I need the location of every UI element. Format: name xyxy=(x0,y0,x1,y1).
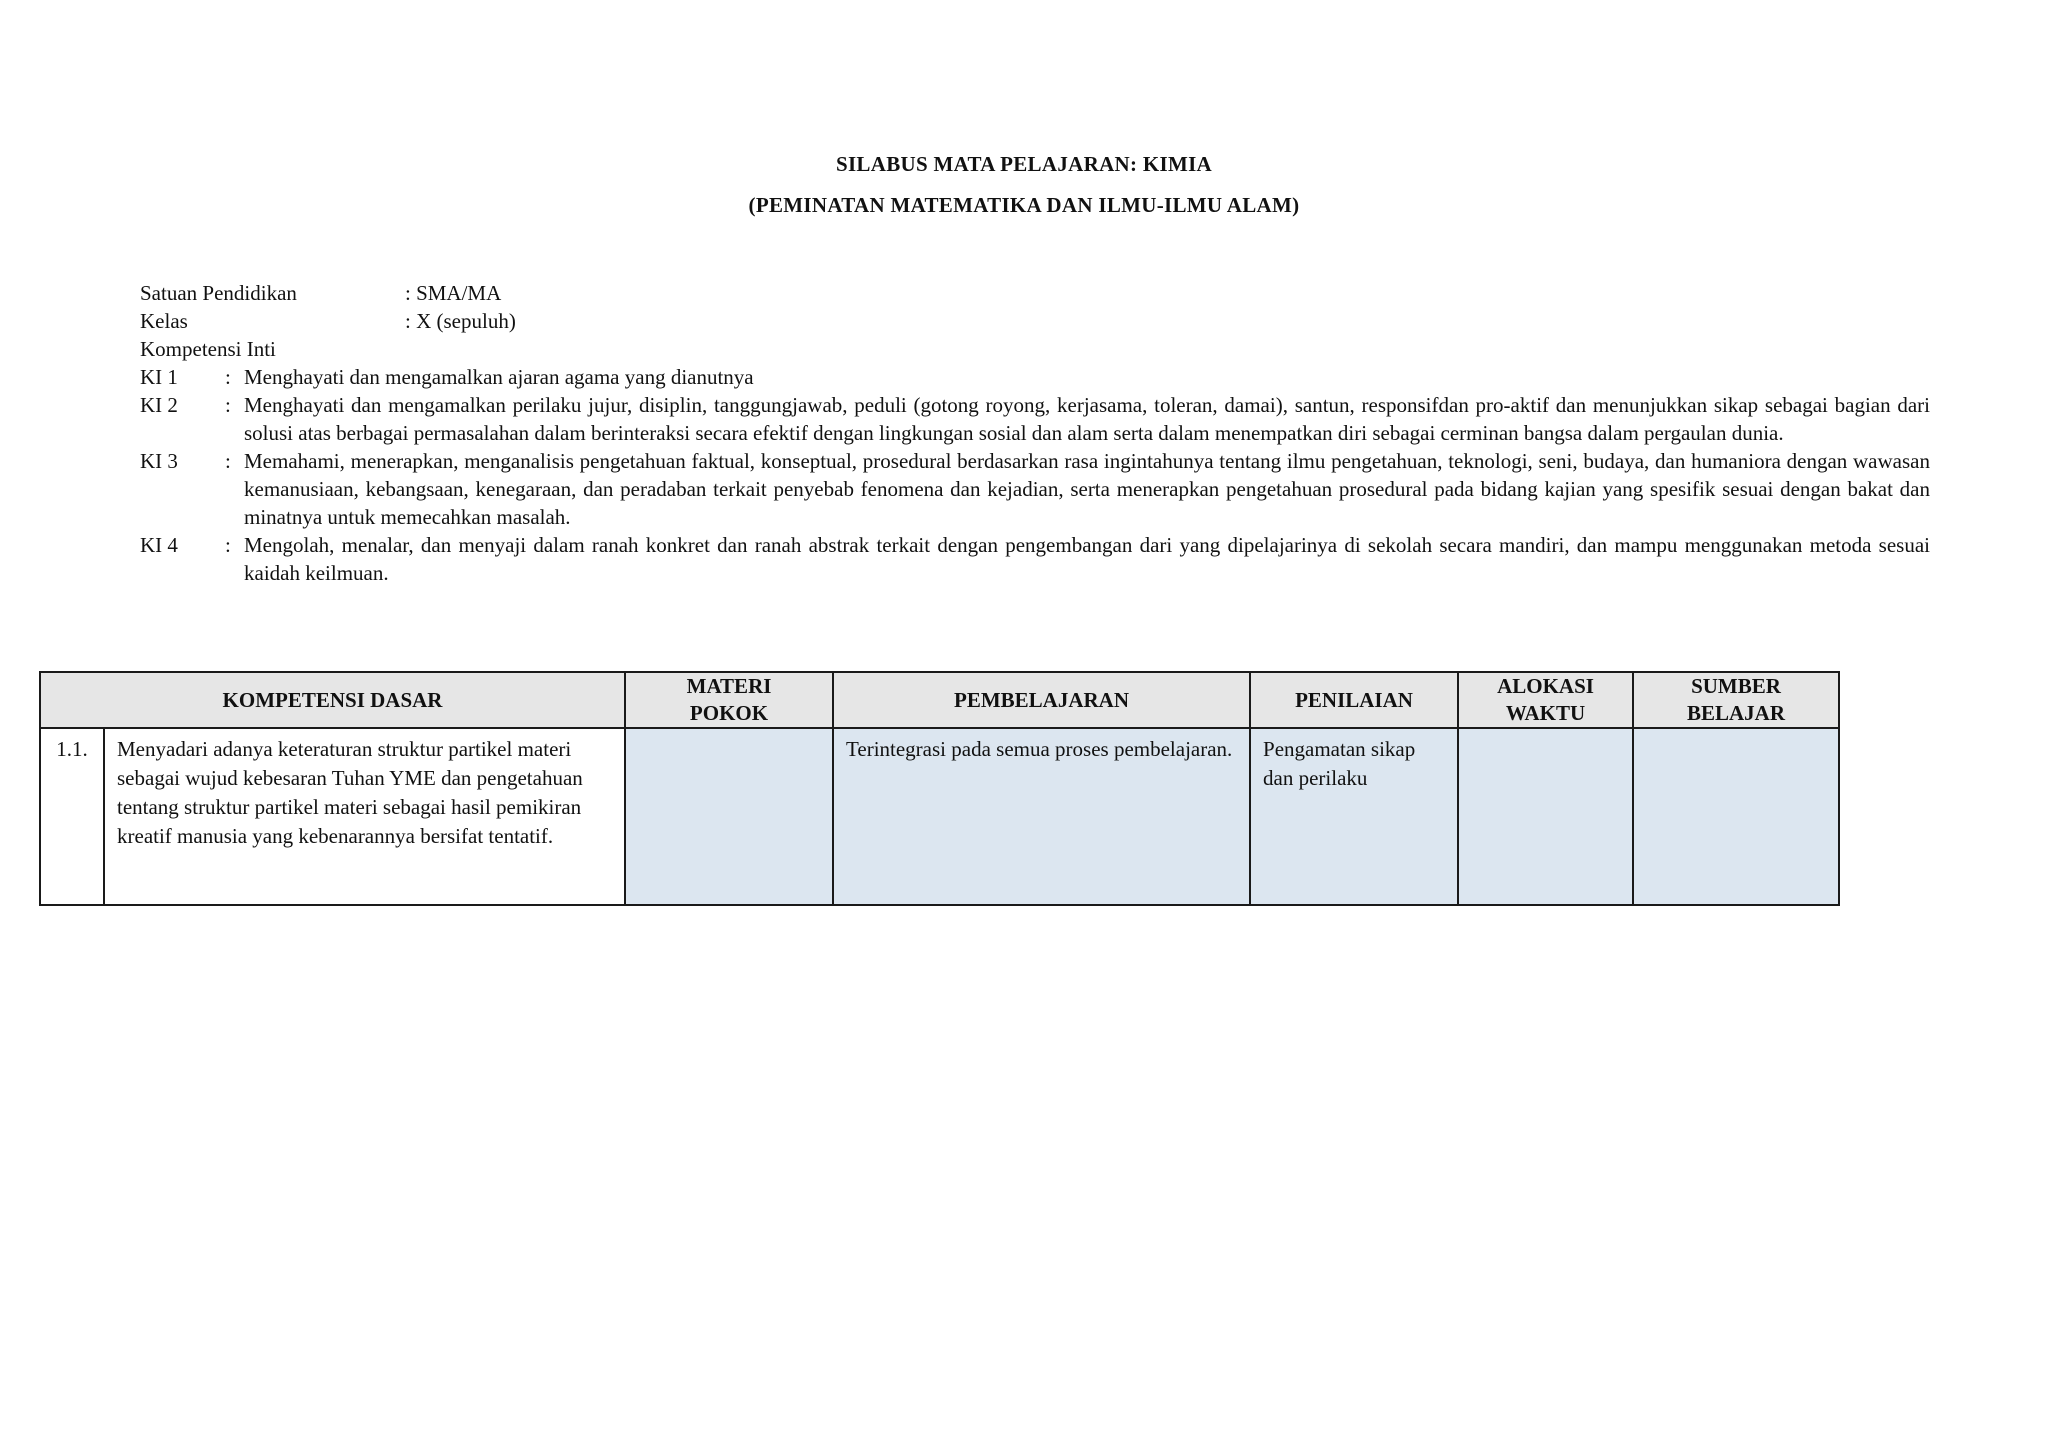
kompetensi-dasar-cell: Menyadari adanya keteraturan struktur partikel materi sebagai wujud kebesaran Tuhan YME dan pengetahuan tentang struktur partikel materi sebagai hasil pemikiran kreatif manusia yang kebenarannya bersifat tentatif. xyxy=(104,728,625,905)
header-pembelajaran: PEMBELAJARAN xyxy=(833,672,1250,728)
ki-1 xyxy=(140,363,1930,391)
table-row xyxy=(40,728,1839,905)
header-penilaian: PENILAIAN xyxy=(1250,672,1458,728)
ki-4-text: Mengolah, menalar, dan menyaji dalam ranah konkret dan ranah abstrak terkait dengan pengembangan dari yang dipelajarinya di sekolah secara mandiri, dan mampu menggunakan metoda sesuai kaidah keilmuan. xyxy=(244,533,1930,585)
table-header-row xyxy=(40,672,1839,728)
header-materi-pokok xyxy=(625,672,833,728)
ki-4-colon: : xyxy=(225,533,231,557)
ki-2 xyxy=(140,391,1930,447)
pembelajaran-cell: Terintegrasi pada semua proses pembelajaran. xyxy=(833,728,1250,905)
header-sumber-belajar xyxy=(1633,672,1839,728)
satuan-pendidikan-value: : SMA/MA xyxy=(405,281,502,305)
ki-3-label: KI 3 xyxy=(140,449,178,473)
kelas-label: Kelas xyxy=(140,309,188,333)
ki-2-text: Menghayati dan mengamalkan perilaku jujur, disiplin, tanggungjawab, peduli (gotong royong, kerjasama, toleran, damai), santun, responsifdan pro-aktif dan menunjukkan sikap sebagai bagian dari solusi atas berbagai permasalahan dalam berinteraksi secara efektif dengan lingkungan sosial dan alam serta dalam menempatkan diri sebagai cerminan bangsa dalam pergaulan dunia. xyxy=(244,393,1930,445)
document-title: SILABUS MATA PELAJARAN: KIMIA xyxy=(835,152,1213,176)
ki-2-colon: : xyxy=(225,393,231,417)
ki-3 xyxy=(140,447,1930,531)
kelas-row xyxy=(140,307,1930,335)
ki-1-colon: : xyxy=(225,365,231,389)
header-alokasi-line1: ALOKASI xyxy=(1497,674,1594,698)
ki-3-colon: : xyxy=(225,449,231,473)
ki-1-text: Menghayati dan mengamalkan ajaran agama yang dianutnya xyxy=(244,365,754,389)
ki-4-label: KI 4 xyxy=(140,533,178,557)
header-materi-pokok-line1: MATERI xyxy=(686,674,772,698)
syllabus-info xyxy=(140,279,1930,587)
alokasi-waktu-cell xyxy=(1458,728,1633,905)
header-materi-pokok-line2: POKOK xyxy=(689,701,769,725)
materi-pokok-cell xyxy=(625,728,833,905)
header-kompetensi-dasar: KOMPETENSI DASAR xyxy=(40,672,625,728)
ki-3-text: Memahami, menerapkan, menganalisis pengetahuan faktual, konseptual, prosedural berdasarkan rasa ingintahunya tentang ilmu pengetahuan, teknologi, seni, budaya, dan humaniora dengan wawasan kemanusiaan, kebangsaan, kenegaraan, dan peradaban terkait penyebab fenomena dan kejadian, serta menerapkan pengetahuan prosedural pada bidang kajian yang spesifik sesuai dengan bakat dan minatnya untuk memecahkan masalah. xyxy=(244,449,1930,529)
kelas-value: : X (sepuluh) xyxy=(405,309,516,333)
header-sumber-line1: SUMBER xyxy=(1691,674,1781,698)
kompetensi-inti-heading: Kompetensi Inti xyxy=(140,337,276,361)
satuan-pendidikan-row xyxy=(140,279,1930,307)
document-subtitle: (PEMINATAN MATEMATIKA DAN ILMU-ILMU ALAM) xyxy=(748,193,1300,217)
ki-1-label: KI 1 xyxy=(140,365,178,389)
header-alokasi-waktu xyxy=(1458,672,1633,728)
header-sumber-line2: BELAJAR xyxy=(1687,701,1786,725)
ki-2-label: KI 2 xyxy=(140,393,178,417)
ki-4 xyxy=(140,531,1930,587)
header-alokasi-line2: WAKTU xyxy=(1505,701,1586,725)
row-number: 1.1. xyxy=(40,728,104,905)
penilaian-cell: Pengamatan sikap dan perilaku xyxy=(1250,728,1458,905)
satuan-pendidikan-label: Satuan Pendidikan xyxy=(140,281,297,305)
syllabus-table xyxy=(39,671,1840,906)
sumber-belajar-cell xyxy=(1633,728,1839,905)
